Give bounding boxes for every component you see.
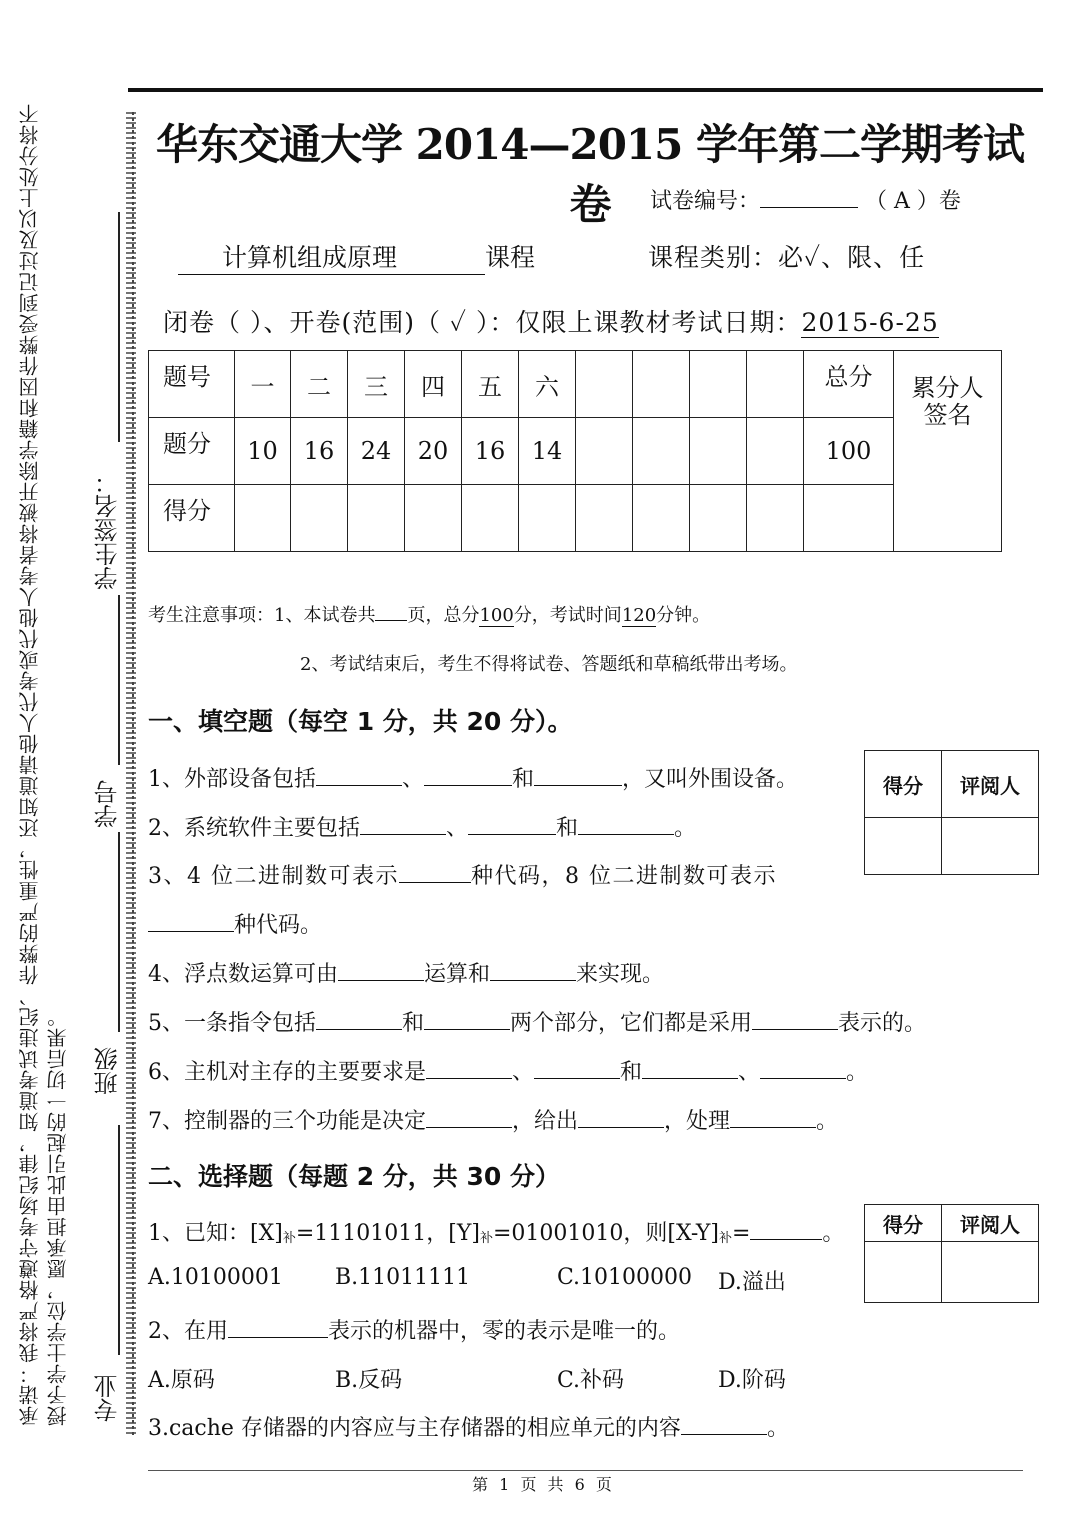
question-text: ，处理 (664, 1109, 731, 1134)
course-category: 课程类别：必✓、限、任 (648, 243, 926, 272)
answer-blank[interactable] (426, 1077, 512, 1079)
option-d[interactable]: D.阶码 (718, 1368, 786, 1393)
paper-number-field[interactable] (760, 187, 858, 208)
row-label-score: 得分 (149, 485, 235, 552)
question-points: 20 (405, 418, 462, 485)
score-cell[interactable] (747, 485, 804, 552)
seal-line (126, 112, 136, 1437)
table-row (149, 351, 1002, 418)
grader-reviewer-cell[interactable] (942, 818, 1039, 875)
question-1-6 (148, 1055, 868, 1086)
question-points: 16 (462, 418, 519, 485)
option-a[interactable]: A.10100001 (148, 1265, 283, 1290)
question-number: 三 (348, 351, 405, 418)
question-text: 和 (556, 816, 579, 841)
notice-text: 分，考试时间 (513, 605, 622, 626)
question-text: 来实现。 (576, 962, 665, 987)
answer-blank[interactable] (424, 1028, 510, 1030)
answer-blank[interactable] (642, 1077, 738, 1079)
question-number (747, 351, 804, 418)
exam-date: 2015-6-25 (801, 308, 939, 337)
section-2-title: 二、选择题（每题 2 分，共 30 分） (148, 1162, 561, 1191)
question-number: 二 (291, 351, 348, 418)
question-2-1 (148, 1216, 844, 1247)
page-count-blank[interactable] (375, 606, 407, 621)
score-cell[interactable] (405, 485, 462, 552)
question-1-5 (148, 1006, 926, 1037)
signer-label-1: 累分人 (911, 374, 984, 402)
question-text: 。 (822, 1221, 845, 1246)
question-text: 1、外部设备包括 (148, 767, 316, 792)
course-row (178, 238, 535, 275)
question-number: 六 (519, 351, 576, 418)
question-text: 、 (446, 816, 469, 841)
answer-blank[interactable] (490, 979, 576, 981)
major-label: 专业 (94, 1374, 122, 1422)
question-text: 表示的机器中，零的表示是唯一的。 (328, 1319, 681, 1344)
question-text: 、 (738, 1060, 761, 1085)
question-points: 14 (519, 418, 576, 485)
complement-subscript: 补 (282, 1231, 296, 1246)
exam-title: 华东交通大学 2014—2015 学年第二学期考试卷 (155, 120, 1025, 229)
score-cell[interactable] (519, 485, 576, 552)
question-text: 。 (846, 1060, 869, 1085)
signer-cell[interactable]: 累分人 签名 (894, 351, 1002, 552)
notice-time: 120 (621, 605, 657, 626)
question-text: 。 (816, 1109, 839, 1134)
question-number: 五 (462, 351, 519, 418)
option-b[interactable]: B.11011111 (335, 1265, 471, 1290)
question-text: 和 (402, 1011, 425, 1036)
score-cell[interactable] (462, 485, 519, 552)
exam-promise-text: 承诺：我将严格遵守考场纪律，知道考试违纪、作弊的严重性，还知道请他人代考或代他人考者将被开除学籍和因作弊受到记过及以上处分将不授予学士学位，愿承担由此引起的一切后果。 (18, 103, 70, 1426)
total-label: 总分 (804, 351, 894, 418)
answer-blank[interactable] (750, 1238, 822, 1240)
grader-score-label: 得分 (865, 751, 942, 818)
row-label-number: 题号 (149, 351, 235, 418)
question-1-3 (148, 859, 777, 890)
score-table (148, 350, 1002, 552)
question-number (576, 351, 633, 418)
answer-blank[interactable] (424, 784, 512, 786)
grader-score-cell[interactable] (865, 818, 942, 875)
question-text: 运算和 (424, 962, 491, 987)
grader-score-label: 得分 (865, 1205, 942, 1242)
question-text: 种代码，8 位二进制数可表示 (471, 864, 777, 889)
binding-line-sign (118, 595, 120, 765)
question-text: 、 (512, 1060, 535, 1085)
question-1-2 (148, 811, 696, 842)
score-cell[interactable] (348, 485, 405, 552)
section-1-title: 一、填空题（每空 1 分，共 20 分）。 (148, 707, 573, 736)
option-c[interactable]: C.10100000 (557, 1265, 693, 1290)
grader-score-cell[interactable] (865, 1242, 942, 1303)
option-b[interactable]: B.反码 (335, 1368, 403, 1393)
grader-reviewer-cell[interactable] (942, 1242, 1039, 1303)
option-c[interactable]: C.补码 (557, 1368, 625, 1393)
answer-blank[interactable] (338, 979, 424, 981)
answer-blank[interactable] (316, 1028, 402, 1030)
complement-subscript: 补 (479, 1231, 493, 1246)
binding-line-id (118, 832, 120, 1032)
notice-text: 分钟。 (656, 605, 711, 626)
answer-blank[interactable] (148, 930, 234, 932)
question-points: 24 (348, 418, 405, 485)
answer-blank[interactable] (316, 784, 402, 786)
answer-blank[interactable] (360, 833, 446, 835)
question-text: 。 (674, 816, 697, 841)
score-cell[interactable] (633, 485, 690, 552)
score-cell[interactable] (690, 485, 747, 552)
answer-blank[interactable] (578, 1126, 664, 1128)
question-text: 。 (766, 1416, 789, 1441)
question-points (690, 418, 747, 485)
grader-reviewer-label: 评阅人 (942, 1205, 1039, 1242)
table-row (149, 418, 1002, 485)
page-footer: 第 1 页 共 6 页 (472, 1475, 615, 1494)
paper-version: （ A ）卷 (865, 189, 961, 214)
question-text: 3.cache 存储器的内容应与主存储器的相应单元的内容 (148, 1416, 681, 1441)
question-text: 种代码。 (234, 913, 323, 938)
question-points (747, 418, 804, 485)
answer-blank[interactable] (681, 1433, 767, 1435)
exam-type-row (163, 303, 939, 339)
answer-blank[interactable] (534, 784, 622, 786)
notice-line-2: 2、考试结束后，考生不得将试卷、答题纸和草稿纸带出考场。 (300, 654, 798, 675)
question-text: =11101011，[Y] (295, 1221, 480, 1246)
question-points (576, 418, 633, 485)
question-points (633, 418, 690, 485)
answer-blank[interactable] (468, 833, 556, 835)
header-rule (128, 88, 1043, 92)
question-points: 10 (235, 418, 291, 485)
question-2-3 (148, 1411, 789, 1442)
question-text: 两个部分，它们都是采用 (510, 1011, 753, 1036)
paper-number-row (650, 184, 961, 215)
footer-rule (148, 1470, 1023, 1471)
score-cell[interactable] (235, 485, 291, 552)
question-text: 6、主机对主存的主要要求是 (148, 1060, 426, 1085)
question-1-7 (148, 1104, 838, 1135)
question-number (690, 351, 747, 418)
total-score-cell[interactable] (804, 485, 894, 552)
question-text: 2、系统软件主要包括 (148, 816, 360, 841)
question-1-3-cont (148, 908, 322, 939)
question-1-1 (148, 762, 798, 793)
answer-blank[interactable] (752, 1028, 838, 1030)
question-number: 一 (235, 351, 291, 418)
course-name: 计算机组成原理 (178, 238, 485, 275)
question-text: 5、一条指令包括 (148, 1011, 316, 1036)
question-text: 和 (620, 1060, 643, 1085)
answer-blank[interactable] (730, 1126, 816, 1128)
question-text: 7、控制器的三个功能是决定 (148, 1109, 426, 1134)
seal-line-inner (132, 112, 134, 1437)
question-number: 四 (405, 351, 462, 418)
answer-blank[interactable] (578, 833, 674, 835)
question-text: 1、已知：[X] (148, 1221, 283, 1246)
notice-text: 页，总分 (407, 605, 480, 626)
score-cell[interactable] (291, 485, 348, 552)
paper-number-label: 试卷编号： (650, 189, 761, 214)
question-text: 3、4 位二进制数可表示 (148, 864, 399, 889)
question-text: ，又叫外围设备。 (622, 767, 799, 792)
total-points: 100 (804, 418, 894, 485)
student-id-label: 学号 (94, 780, 122, 828)
question-number (633, 351, 690, 418)
student-signature-label: 学生签名： (94, 470, 122, 590)
question-text: =01001010，则[X-Y] (492, 1221, 719, 1246)
question-text: 表示的。 (838, 1011, 927, 1036)
notice-text: 考生注意事项：1、本试卷共 (148, 605, 376, 626)
score-cell[interactable] (576, 485, 633, 552)
question-text: 2、在用 (148, 1319, 228, 1344)
question-text: 4、浮点数运算可由 (148, 962, 338, 987)
grader-box-1 (864, 750, 1039, 875)
grader-box-2 (864, 1204, 1039, 1303)
answer-blank[interactable] (534, 1077, 620, 1079)
answer-blank[interactable] (399, 881, 471, 883)
notice-total: 100 (479, 605, 514, 626)
answer-blank[interactable] (426, 1126, 512, 1128)
answer-blank[interactable] (228, 1336, 328, 1338)
question-points: 16 (291, 418, 348, 485)
question-2-2 (148, 1314, 680, 1345)
grader-reviewer-label: 评阅人 (942, 751, 1039, 818)
question-text: 、 (402, 767, 425, 792)
class-label: 班级 (94, 1047, 122, 1095)
answer-blank[interactable] (760, 1077, 846, 1079)
question-text: ，给出 (512, 1109, 579, 1134)
course-label: 课程 (485, 243, 536, 272)
option-a[interactable]: A.原码 (148, 1368, 215, 1393)
table-row (149, 485, 1002, 552)
exam-type: 闭卷（ ）、开卷(范围)（ ✓ ）：仅限上课教材考试日期： (163, 308, 802, 337)
question-text: 和 (512, 767, 535, 792)
question-1-4 (148, 957, 664, 988)
option-d[interactable]: D.溢出 (718, 1270, 786, 1295)
complement-subscript: 补 (718, 1231, 732, 1246)
row-label-points: 题分 (149, 418, 235, 485)
notice-line-1 (148, 601, 710, 627)
binding-line-top (118, 212, 120, 442)
binding-line-class (118, 1125, 120, 1355)
question-text: = (731, 1221, 751, 1246)
